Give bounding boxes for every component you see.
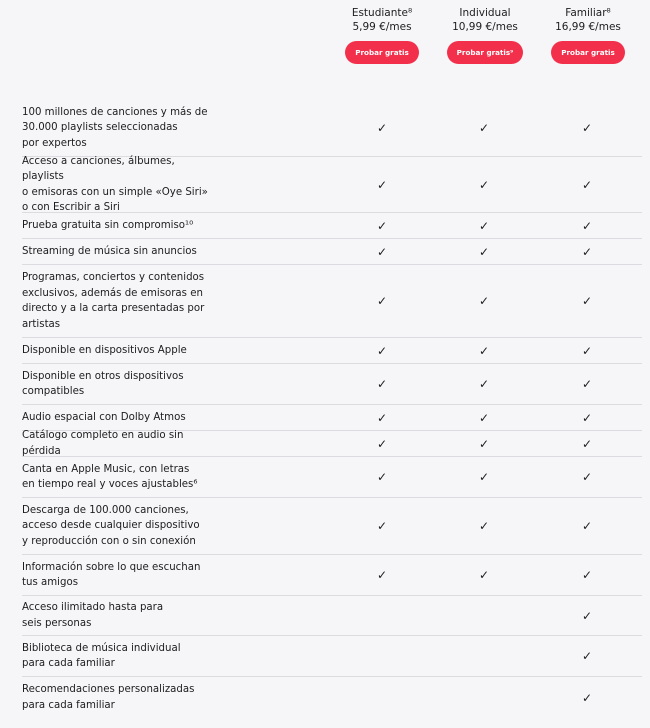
checkmark-icon: ✓	[478, 244, 490, 259]
feature-row	[22, 636, 642, 677]
feature-label: Prueba gratuita sin compromiso¹⁰	[22, 219, 194, 231]
checkmark-icon: ✓	[581, 470, 593, 484]
plan-individual	[430, 6, 540, 64]
feature-row	[22, 338, 642, 364]
checkmark-icon: ✓	[376, 410, 388, 425]
feature-label: Catálogo completo en audio sin pérdida	[22, 430, 184, 457]
checkmark-icon: ✓	[478, 568, 490, 582]
plan-price: 10,99 €/mes	[452, 21, 518, 33]
checkmark-icon: ✓	[376, 377, 388, 391]
plan-name: Estudiante⁸	[351, 7, 413, 19]
checkmark-icon: ✓	[581, 436, 593, 451]
feature-row	[22, 364, 642, 405]
plan-name: Familiar⁸	[565, 7, 611, 19]
checkmark-icon: ✓	[581, 649, 593, 663]
checkmark-icon: ✓	[478, 121, 490, 135]
feature-row	[22, 213, 642, 239]
checkmark-icon: ✓	[376, 218, 388, 233]
feature-row	[22, 265, 642, 338]
feature-label: Programas, conciertos y contenidos exclusivos, además de emisoras en directo y a la carta presentadas por artistas	[22, 272, 205, 330]
checkmark-icon: ✓	[581, 608, 593, 623]
checkmark-icon: ✓	[478, 218, 490, 233]
feature-row	[22, 457, 642, 498]
feature-row	[22, 677, 642, 718]
checkmark-icon: ✓	[581, 121, 593, 135]
checkmark-icon: ✓	[478, 436, 490, 451]
feature-row	[22, 498, 642, 555]
checkmark-icon: ✓	[581, 377, 593, 391]
feature-label: Información sobre lo que escuchan tus amigos	[22, 561, 201, 588]
try-free-button-individual[interactable]: Probar gratis⁹	[447, 41, 524, 64]
feature-label: Canta en Apple Music, con letras en tiempo real y voces ajustables⁶	[22, 463, 198, 490]
checkmark-icon: ✓	[581, 343, 593, 358]
feature-label: Recomendaciones personalizadas para cada familiar	[22, 684, 195, 711]
feature-row	[22, 239, 642, 265]
checkmark-icon: ✓	[376, 568, 388, 582]
feature-label: Biblioteca de música individual para cada familiar	[22, 642, 181, 669]
feature-label: 100 millones de canciones y más de 30.000 playlists seleccionadas por expertos	[22, 106, 208, 149]
checkmark-icon: ✓	[376, 436, 388, 451]
plan-student	[327, 6, 437, 64]
checkmark-icon: ✓	[376, 121, 388, 135]
checkmark-icon: ✓	[478, 343, 490, 358]
checkmark-icon: ✓	[376, 519, 388, 533]
feature-label: Descarga de 100.000 canciones, acceso desde cualquier dispositivo y reproducción con o sin conexión	[22, 504, 200, 547]
try-free-button-student[interactable]: Probar gratis	[345, 41, 419, 64]
checkmark-icon: ✓	[376, 294, 388, 308]
checkmark-icon: ✓	[478, 177, 490, 192]
feature-label: Acceso a canciones, álbumes, playlists o emisoras con un simple «Oye Siri» o con Escribir a Siri	[22, 155, 208, 213]
checkmark-icon: ✓	[478, 410, 490, 425]
feature-row	[22, 157, 642, 213]
feature-label: Disponible en dispositivos Apple	[22, 344, 187, 356]
checkmark-icon: ✓	[581, 568, 593, 582]
checkmark-icon: ✓	[581, 294, 593, 308]
feature-row	[22, 100, 642, 157]
plan-family	[533, 6, 643, 64]
checkmark-icon: ✓	[581, 218, 593, 233]
try-free-button-family[interactable]: Probar gratis	[551, 41, 625, 64]
plan-name: Individual	[459, 7, 511, 19]
checkmark-icon: ✓	[376, 343, 388, 358]
feature-label: Acceso ilimitado hasta para seis personas	[22, 602, 164, 629]
feature-label: Disponible en otros dispositivos compatibles	[22, 370, 184, 397]
checkmark-icon: ✓	[581, 177, 593, 192]
checkmark-icon: ✓	[478, 377, 490, 391]
checkmark-icon: ✓	[376, 244, 388, 259]
checkmark-icon: ✓	[478, 470, 490, 484]
feature-label: Audio espacial con Dolby Atmos	[22, 411, 186, 423]
checkmark-icon: ✓	[376, 470, 388, 484]
plan-price: 5,99 €/mes	[352, 21, 412, 33]
plans-header	[0, 0, 650, 100]
feature-row	[22, 555, 642, 596]
checkmark-icon: ✓	[581, 690, 593, 705]
checkmark-icon: ✓	[376, 177, 388, 192]
feature-table	[22, 100, 642, 718]
checkmark-icon: ✓	[581, 244, 593, 259]
feature-row	[22, 431, 642, 457]
plan-price: 16,99 €/mes	[555, 21, 621, 33]
checkmark-icon: ✓	[478, 294, 490, 308]
checkmark-icon: ✓	[581, 410, 593, 425]
checkmark-icon: ✓	[478, 519, 490, 533]
feature-label: Streaming de música sin anuncios	[22, 245, 197, 257]
feature-row	[22, 596, 642, 636]
checkmark-icon: ✓	[581, 519, 593, 533]
